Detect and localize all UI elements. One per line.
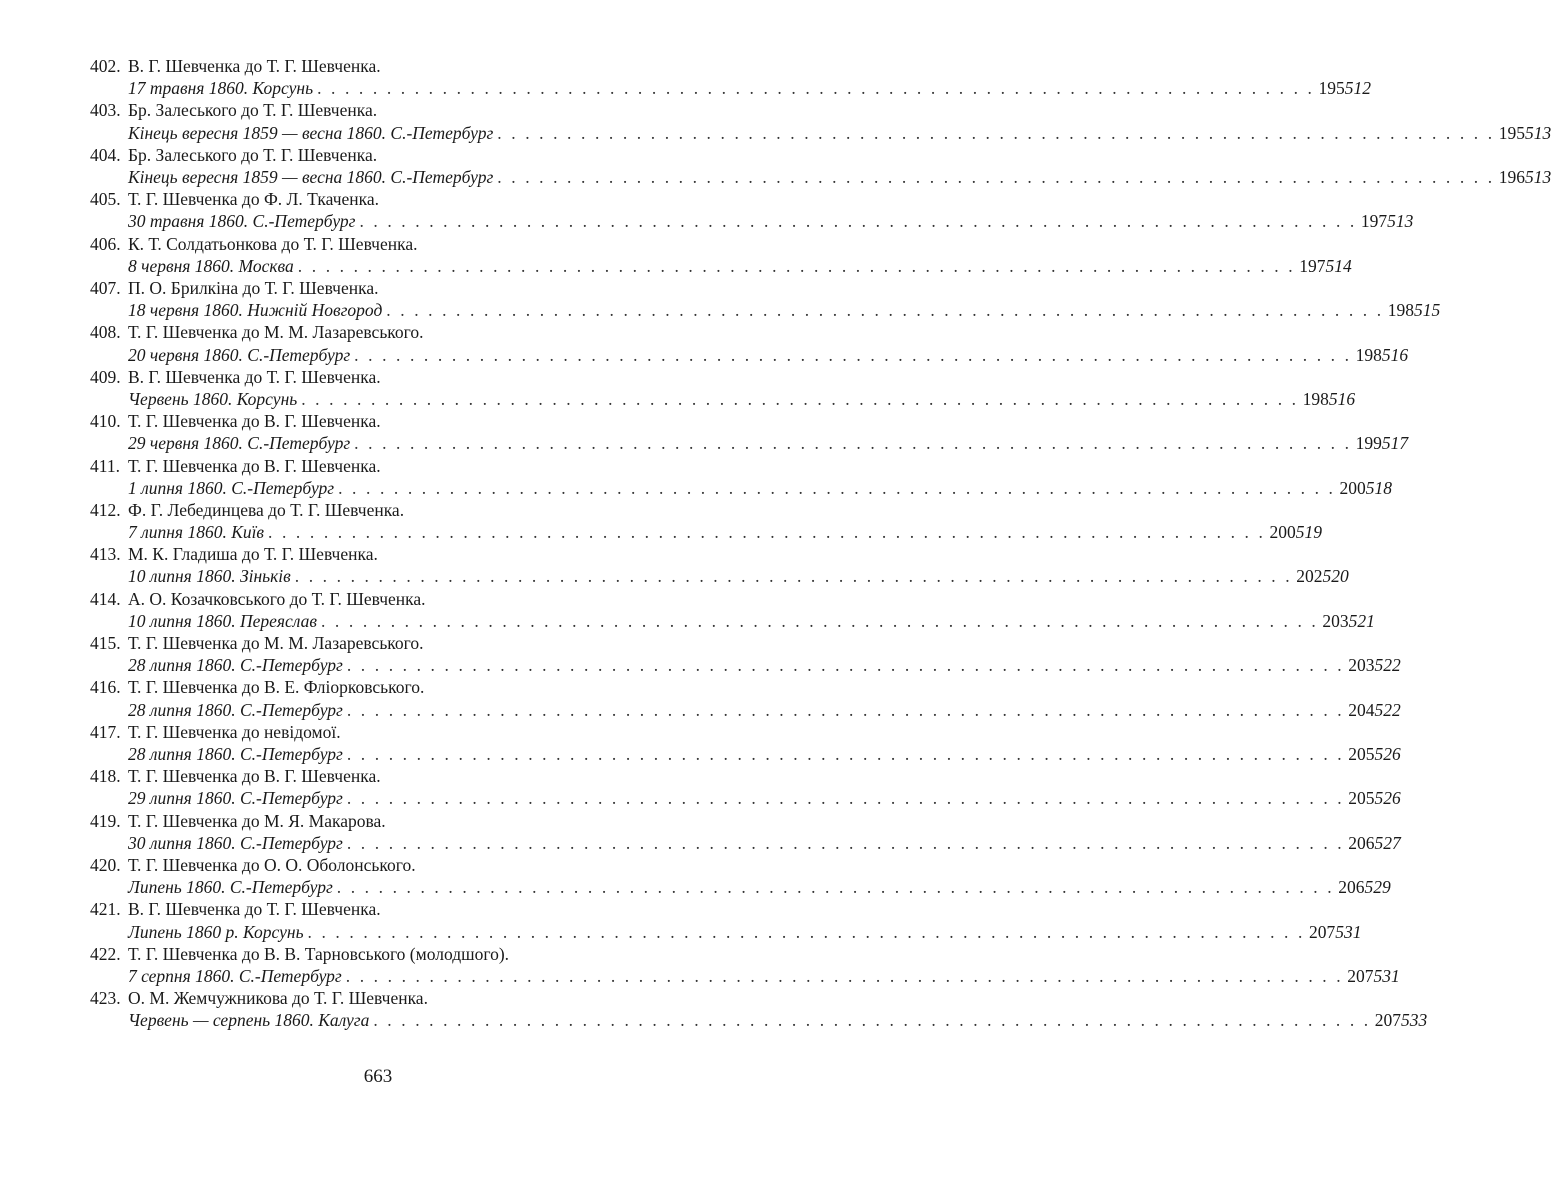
entry-title: Т. Г. Шевченка до В. В. Тарновського (молодшого).	[128, 943, 510, 964]
entry-heading-line	[90, 99, 676, 121]
dot-leader: . . . . . . . . . . . . . . . . . . . . . . . . . . . . . . . . . . . . . . . . . . . . . . . . . . . . . . . . . . . . . . . . . . . . . . . .	[336, 877, 1335, 898]
text-page-number: 195	[1498, 122, 1525, 143]
entry-date-place: 8 червня 1860. Москва	[128, 255, 294, 276]
toc-entry	[90, 943, 1400, 987]
entry-heading-line	[90, 543, 676, 565]
entry-date-place: 20 червня 1860. С.-Петербург	[128, 344, 351, 365]
text-page-number: 204	[1348, 699, 1375, 720]
entry-number: 410.	[90, 411, 121, 432]
commentary-page-number: 531	[1373, 966, 1400, 986]
dot-leader: . . . . . . . . . . . . . . . . . . . . . . . . . . . . . . . . . . . . . . . . . . . . . . . . . . . . . . . . . . . . . . . . . . . . . . . .	[338, 477, 1336, 498]
entry-heading-line	[90, 144, 676, 166]
entry-number: 419.	[90, 810, 121, 831]
entry-date-place: 29 червня 1860. С.-Петербург	[128, 433, 351, 454]
entry-heading-line	[90, 55, 676, 77]
toc-entry	[90, 810, 1401, 854]
toc-entry	[90, 366, 1356, 410]
text-page-number: 203	[1322, 610, 1349, 631]
dot-leader: . . . . . . . . . . . . . . . . . . . . . . . . . . . . . . . . . . . . . . . . . . . . . . . . . . . . . . . . . . . . . . . . . . . . . . . .	[346, 699, 1345, 720]
text-page-number: 196	[1498, 166, 1525, 187]
entry-number: 406.	[90, 233, 121, 254]
text-page-number: 202	[1296, 566, 1323, 587]
entry-heading-line	[90, 410, 676, 432]
toc-entry	[90, 499, 1322, 543]
text-page-number: 198	[1387, 300, 1414, 321]
text-page-number: 197	[1299, 255, 1326, 276]
page-number: 663	[363, 1066, 393, 1087]
dot-leader: . . . . . . . . . . . . . . . . . . . . . . . . . . . . . . . . . . . . . . . . . . . . . . . . . . . . . . . . . . . . . . . . . . . . . . . .	[346, 655, 1345, 676]
entry-date-place: 30 липня 1860. С.-Петербург	[128, 832, 343, 853]
entry-date-place: 29 липня 1860. С.-Петербург	[128, 788, 343, 809]
toc-entry	[90, 721, 1401, 765]
commentary-page-number: 529	[1364, 877, 1391, 898]
entry-title: Т. Г. Шевченка до М. М. Лазаревського.	[128, 322, 424, 343]
entry-detail-line	[90, 432, 1409, 454]
commentary-page-number: 513	[1387, 211, 1414, 232]
entry-heading-line	[90, 676, 676, 698]
entry-heading-line	[90, 765, 676, 787]
entry-date-place: Кінець вересня 1859 — весна 1860. С.-Петербург	[128, 166, 494, 187]
toc-entry	[90, 765, 1401, 809]
dot-leader: . . . . . . . . . . . . . . . . . . . . . . . . . . . . . . . . . . . . . . . . . . . . . . . . . . . . . . . . . . . . . . . . . . . . . . . .	[307, 921, 1305, 942]
entry-heading-line	[90, 321, 676, 343]
entry-number: 409.	[90, 366, 121, 387]
entry-number: 423.	[90, 988, 121, 1009]
commentary-page-number: 513	[1524, 166, 1551, 187]
dot-leader: . . . . . . . . . . . . . . . . . . . . . . . . . . . . . . . . . . . . . . . . . . . . . . . . . . . . . . . . . . . . . . . . . . . . . . . .	[359, 211, 1357, 232]
toc-entry	[90, 676, 1401, 720]
entry-title: М. К. Гладиша до Т. Г. Шевченка.	[128, 544, 378, 565]
entry-date-place: 28 липня 1860. С.-Петербург	[128, 744, 343, 765]
dot-leader: . . . . . . . . . . . . . . . . . . . . . . . . . . . . . . . . . . . . . . . . . . . . . . . . . . . . . . . . . . . . . . . . . . . . . . . .	[320, 610, 1319, 631]
entry-number: 404.	[90, 144, 121, 165]
entry-title: А. О. Козачковського до Т. Г. Шевченка.	[128, 588, 426, 609]
entry-title: В. Г. Шевченка до Т. Г. Шевченка.	[128, 366, 381, 387]
dot-leader: . . . . . . . . . . . . . . . . . . . . . . . . . . . . . . . . . . . . . . . . . . . . . . . . . . . . . . . . . . . . . . . . . . . . . . . .	[317, 78, 1315, 99]
commentary-page-number: 527	[1374, 832, 1401, 853]
entry-date-place: 28 липня 1860. С.-Петербург	[128, 699, 343, 720]
entry-date-place: 7 серпня 1860. С.-Петербург	[128, 966, 342, 986]
entry-date-place: 1 липня 1860. С.-Петербург	[128, 477, 335, 498]
entry-detail-line	[90, 388, 1356, 410]
entry-date-place: 17 травня 1860. Корсунь	[128, 78, 314, 99]
entry-number: 403.	[90, 100, 121, 121]
entry-detail-line	[90, 1009, 1428, 1031]
commentary-page-number: 515	[1413, 300, 1441, 321]
entry-title: Т. Г. Шевченка до невідомої.	[128, 721, 341, 742]
entry-heading-line	[90, 943, 676, 965]
entry-title: О. М. Жемчужникова до Т. Г. Шевченка.	[128, 988, 428, 1009]
entry-heading-line	[90, 499, 676, 521]
dot-leader: . . . . . . . . . . . . . . . . . . . . . . . . . . . . . . . . . . . . . . . . . . . . . . . . . . . . . . . . . . . . . . . . . . . . . . . .	[345, 966, 1344, 986]
entry-detail-line	[90, 654, 1401, 676]
entry-heading-line	[90, 632, 676, 654]
toc-entry	[90, 854, 1391, 898]
text-page-number: 207	[1374, 1010, 1402, 1031]
dot-leader: . . . . . . . . . . . . . . . . . . . . . . . . . . . . . . . . . . . . . . . . . . . . . . . . . . . . . . . . . . . . . . . . . . . . . . . .	[386, 300, 1384, 321]
entry-heading-line	[90, 366, 676, 388]
commentary-page-number: 531	[1335, 921, 1362, 942]
entry-heading-line	[90, 721, 676, 743]
entry-detail-line	[90, 699, 1401, 721]
entry-date-place: Липень 1860. С.-Петербург	[128, 877, 333, 898]
entry-date-place: Липень 1860 р. Корсунь	[128, 921, 304, 942]
entry-detail-line	[90, 77, 1372, 99]
commentary-page-number: 514	[1325, 255, 1352, 276]
text-page-number: 198	[1355, 344, 1382, 365]
dot-leader: . . . . . . . . . . . . . . . . . . . . . . . . . . . . . . . . . . . . . . . . . . . . . . . . . . . . . . . . . . . . . . . . . . . . . . . .	[346, 832, 1345, 853]
text-page-number: 197	[1360, 211, 1388, 232]
entry-title: П. О. Брилкіна до Т. Г. Шевченка.	[128, 277, 379, 298]
entry-title: Т. Г. Шевченка до М. Я. Макарова.	[128, 810, 386, 831]
entry-title: Т. Г. Шевченка до В. Г. Шевченка.	[128, 766, 381, 787]
entry-detail-line	[90, 787, 1401, 809]
entry-number: 420.	[90, 855, 121, 876]
commentary-page-number: 516	[1328, 388, 1356, 409]
entry-date-place: 28 липня 1860. С.-Петербург	[128, 655, 343, 676]
entry-detail-line	[90, 743, 1401, 765]
dot-leader: . . . . . . . . . . . . . . . . . . . . . . . . . . . . . . . . . . . . . . . . . . . . . . . . . . . . . . . . . . . . . . . . . . . . . . . .	[354, 344, 1352, 365]
entry-number: 416.	[90, 677, 121, 698]
entry-detail-line	[90, 344, 1409, 366]
toc-entry	[90, 99, 1551, 143]
entry-number: 405.	[90, 189, 121, 210]
entry-detail-line	[90, 965, 1400, 987]
commentary-page-number: 520	[1322, 566, 1349, 587]
text-page-number: 205	[1348, 744, 1375, 765]
commentary-page-number: 526	[1374, 788, 1401, 809]
toc-entry	[90, 898, 1362, 942]
entry-detail-line	[90, 166, 1551, 188]
entry-number: 412.	[90, 499, 121, 520]
commentary-page-number: 526	[1374, 744, 1401, 765]
entry-number: 408.	[90, 322, 121, 343]
entry-number: 407.	[90, 277, 121, 298]
dot-leader: . . . . . . . . . . . . . . . . . . . . . . . . . . . . . . . . . . . . . . . . . . . . . . . . . . . . . . . . . . . . . . . . . . . . . . . .	[354, 433, 1352, 454]
dot-leader: . . . . . . . . . . . . . . . . . . . . . . . . . . . . . . . . . . . . . . . . . . . . . . . . . . . . . . . . . . . . . . . . . . . . . . . .	[373, 1010, 1371, 1031]
text-page-number: 205	[1348, 788, 1375, 809]
entry-heading-line	[90, 233, 676, 255]
dot-leader: . . . . . . . . . . . . . . . . . . . . . . . . . . . . . . . . . . . . . . . . . . . . . . . . . . . . . . . . . . . . . . . . . . . . . . . .	[268, 522, 1266, 543]
entry-number: 418.	[90, 766, 121, 787]
entry-title: Т. Г. Шевченка до Ф. Л. Ткаченка.	[128, 189, 380, 210]
toc-entry	[90, 455, 1393, 499]
entry-heading-line	[90, 588, 676, 610]
text-page-number: 195	[1318, 78, 1345, 99]
dot-leader: . . . . . . . . . . . . . . . . . . . . . . . . . . . . . . . . . . . . . . . . . . . . . . . . . . . . . . . . . . . . . . . . . . . . . . . .	[346, 744, 1345, 765]
entry-date-place: Червень — серпень 1860. Калуга	[128, 1010, 370, 1031]
entry-date-place: 30 травня 1860. С.-Петербург	[128, 211, 356, 232]
toc-entry	[90, 55, 1372, 99]
entry-title: Т. Г. Шевченка до В. Г. Шевченка.	[128, 455, 381, 476]
entry-detail-line	[90, 255, 1352, 277]
entry-detail-line	[90, 210, 1414, 232]
text-page-number: 199	[1355, 433, 1382, 454]
text-page-number: 206	[1348, 832, 1375, 853]
toc-entry	[90, 144, 1551, 188]
dot-leader: . . . . . . . . . . . . . . . . . . . . . . . . . . . . . . . . . . . . . . . . . . . . . . . . . . . . . . . . . . . . . . . . . . . . . . . .	[297, 255, 1296, 276]
toc-entry	[90, 233, 1352, 277]
commentary-page-number: 517	[1381, 433, 1409, 454]
entry-date-place: 7 липня 1860. Київ	[128, 522, 265, 543]
entry-title: Бр. Залеського до Т. Г. Шевченка.	[128, 100, 378, 121]
entry-title: Т. Г. Шевченка до В. Г. Шевченка.	[128, 411, 381, 432]
entry-title: К. Т. Солдатьонкова до Т. Г. Шевченка.	[128, 233, 418, 254]
entry-number: 421.	[90, 899, 121, 920]
commentary-page-number: 512	[1344, 78, 1372, 99]
toc-entry	[90, 410, 1409, 454]
entry-number: 402.	[90, 56, 121, 76]
commentary-page-number: 522	[1374, 655, 1401, 676]
entry-title: В. Г. Шевченка до Т. Г. Шевченка.	[128, 899, 381, 920]
entry-detail-line	[90, 565, 1349, 587]
entry-detail-line	[90, 299, 1441, 321]
entry-date-place: Кінець вересня 1859 — весна 1860. С.-Петербург	[128, 122, 494, 143]
toc-entry	[90, 277, 1441, 321]
entry-heading-line	[90, 455, 676, 477]
text-page-number: 207	[1308, 921, 1336, 942]
entry-date-place: 10 липня 1860. Зіньків	[128, 566, 291, 587]
commentary-page-number: 518	[1365, 477, 1393, 498]
entry-heading-line	[90, 898, 676, 920]
entry-date-place: 10 липня 1860. Переяслав	[128, 610, 317, 631]
entry-number: 422.	[90, 943, 121, 964]
toc-entry	[90, 632, 1401, 676]
entry-date-place: Червень 1860. Корсунь	[128, 388, 298, 409]
dot-leader: . . . . . . . . . . . . . . . . . . . . . . . . . . . . . . . . . . . . . . . . . . . . . . . . . . . . . . . . . . . . . . . . . . . . . . . .	[497, 122, 1495, 143]
text-page-number: 206	[1338, 877, 1365, 898]
entry-detail-line	[90, 876, 1391, 898]
entry-number: 413.	[90, 544, 121, 565]
toc-entry	[90, 588, 1375, 632]
dot-leader: . . . . . . . . . . . . . . . . . . . . . . . . . . . . . . . . . . . . . . . . . . . . . . . . . . . . . . . . . . . . . . . . . . . . . . . .	[294, 566, 1293, 587]
entry-title: Ф. Г. Лебединцева до Т. Г. Шевченка.	[128, 499, 405, 520]
entry-heading-line	[90, 188, 676, 210]
entry-detail-line	[90, 477, 1393, 499]
commentary-page-number: 516	[1381, 344, 1409, 365]
entry-detail-line	[90, 122, 1551, 144]
entry-number: 415.	[90, 633, 121, 654]
entry-title: Т. Г. Шевченка до О. О. Оболонського.	[128, 855, 416, 876]
entry-number: 417.	[90, 721, 121, 742]
commentary-page-number: 522	[1374, 699, 1401, 720]
text-page-number: 207	[1347, 966, 1374, 986]
dot-leader: . . . . . . . . . . . . . . . . . . . . . . . . . . . . . . . . . . . . . . . . . . . . . . . . . . . . . . . . . . . . . . . . . . . . . . . .	[301, 388, 1299, 409]
text-page-number: 203	[1348, 655, 1375, 676]
commentary-page-number: 533	[1401, 1010, 1428, 1031]
entry-title: Т. Г. Шевченка до В. Е. Фліорковського.	[128, 677, 425, 698]
entry-title: Бр. Залеського до Т. Г. Шевченка.	[128, 144, 378, 165]
entry-detail-line	[90, 921, 1362, 943]
text-page-number: 198	[1302, 388, 1329, 409]
entry-detail-line	[90, 832, 1401, 854]
toc-entry	[90, 188, 1414, 232]
text-page-number: 200	[1269, 522, 1296, 543]
commentary-page-number: 519	[1295, 522, 1322, 543]
entry-number: 411.	[90, 455, 120, 476]
entry-title: Т. Г. Шевченка до М. М. Лазаревського.	[128, 633, 424, 654]
entry-detail-line	[90, 521, 1322, 543]
entry-title: В. Г. Шевченка до Т. Г. Шевченка.	[128, 56, 381, 76]
dot-leader: . . . . . . . . . . . . . . . . . . . . . . . . . . . . . . . . . . . . . . . . . . . . . . . . . . . . . . . . . . . . . . . . . . . . . . . .	[346, 788, 1345, 809]
entry-heading-line	[90, 987, 676, 1009]
entry-number: 414.	[90, 588, 121, 609]
commentary-page-number: 513	[1524, 122, 1551, 143]
text-page-number: 200	[1339, 477, 1366, 498]
entry-detail-line	[90, 610, 1375, 632]
entry-heading-line	[90, 810, 676, 832]
toc-entry	[90, 321, 1409, 365]
entry-date-place: 18 червня 1860. Нижній Новгород	[128, 300, 383, 321]
commentary-page-number: 521	[1348, 610, 1375, 631]
toc-entry	[90, 987, 1428, 1031]
table-of-contents	[90, 55, 1551, 1032]
dot-leader: . . . . . . . . . . . . . . . . . . . . . . . . . . . . . . . . . . . . . . . . . . . . . . . . . . . . . . . . . . . . . . . . . . . . . . . .	[497, 166, 1495, 187]
entry-heading-line	[90, 277, 676, 299]
toc-entry	[90, 543, 1349, 587]
entry-heading-line	[90, 854, 676, 876]
